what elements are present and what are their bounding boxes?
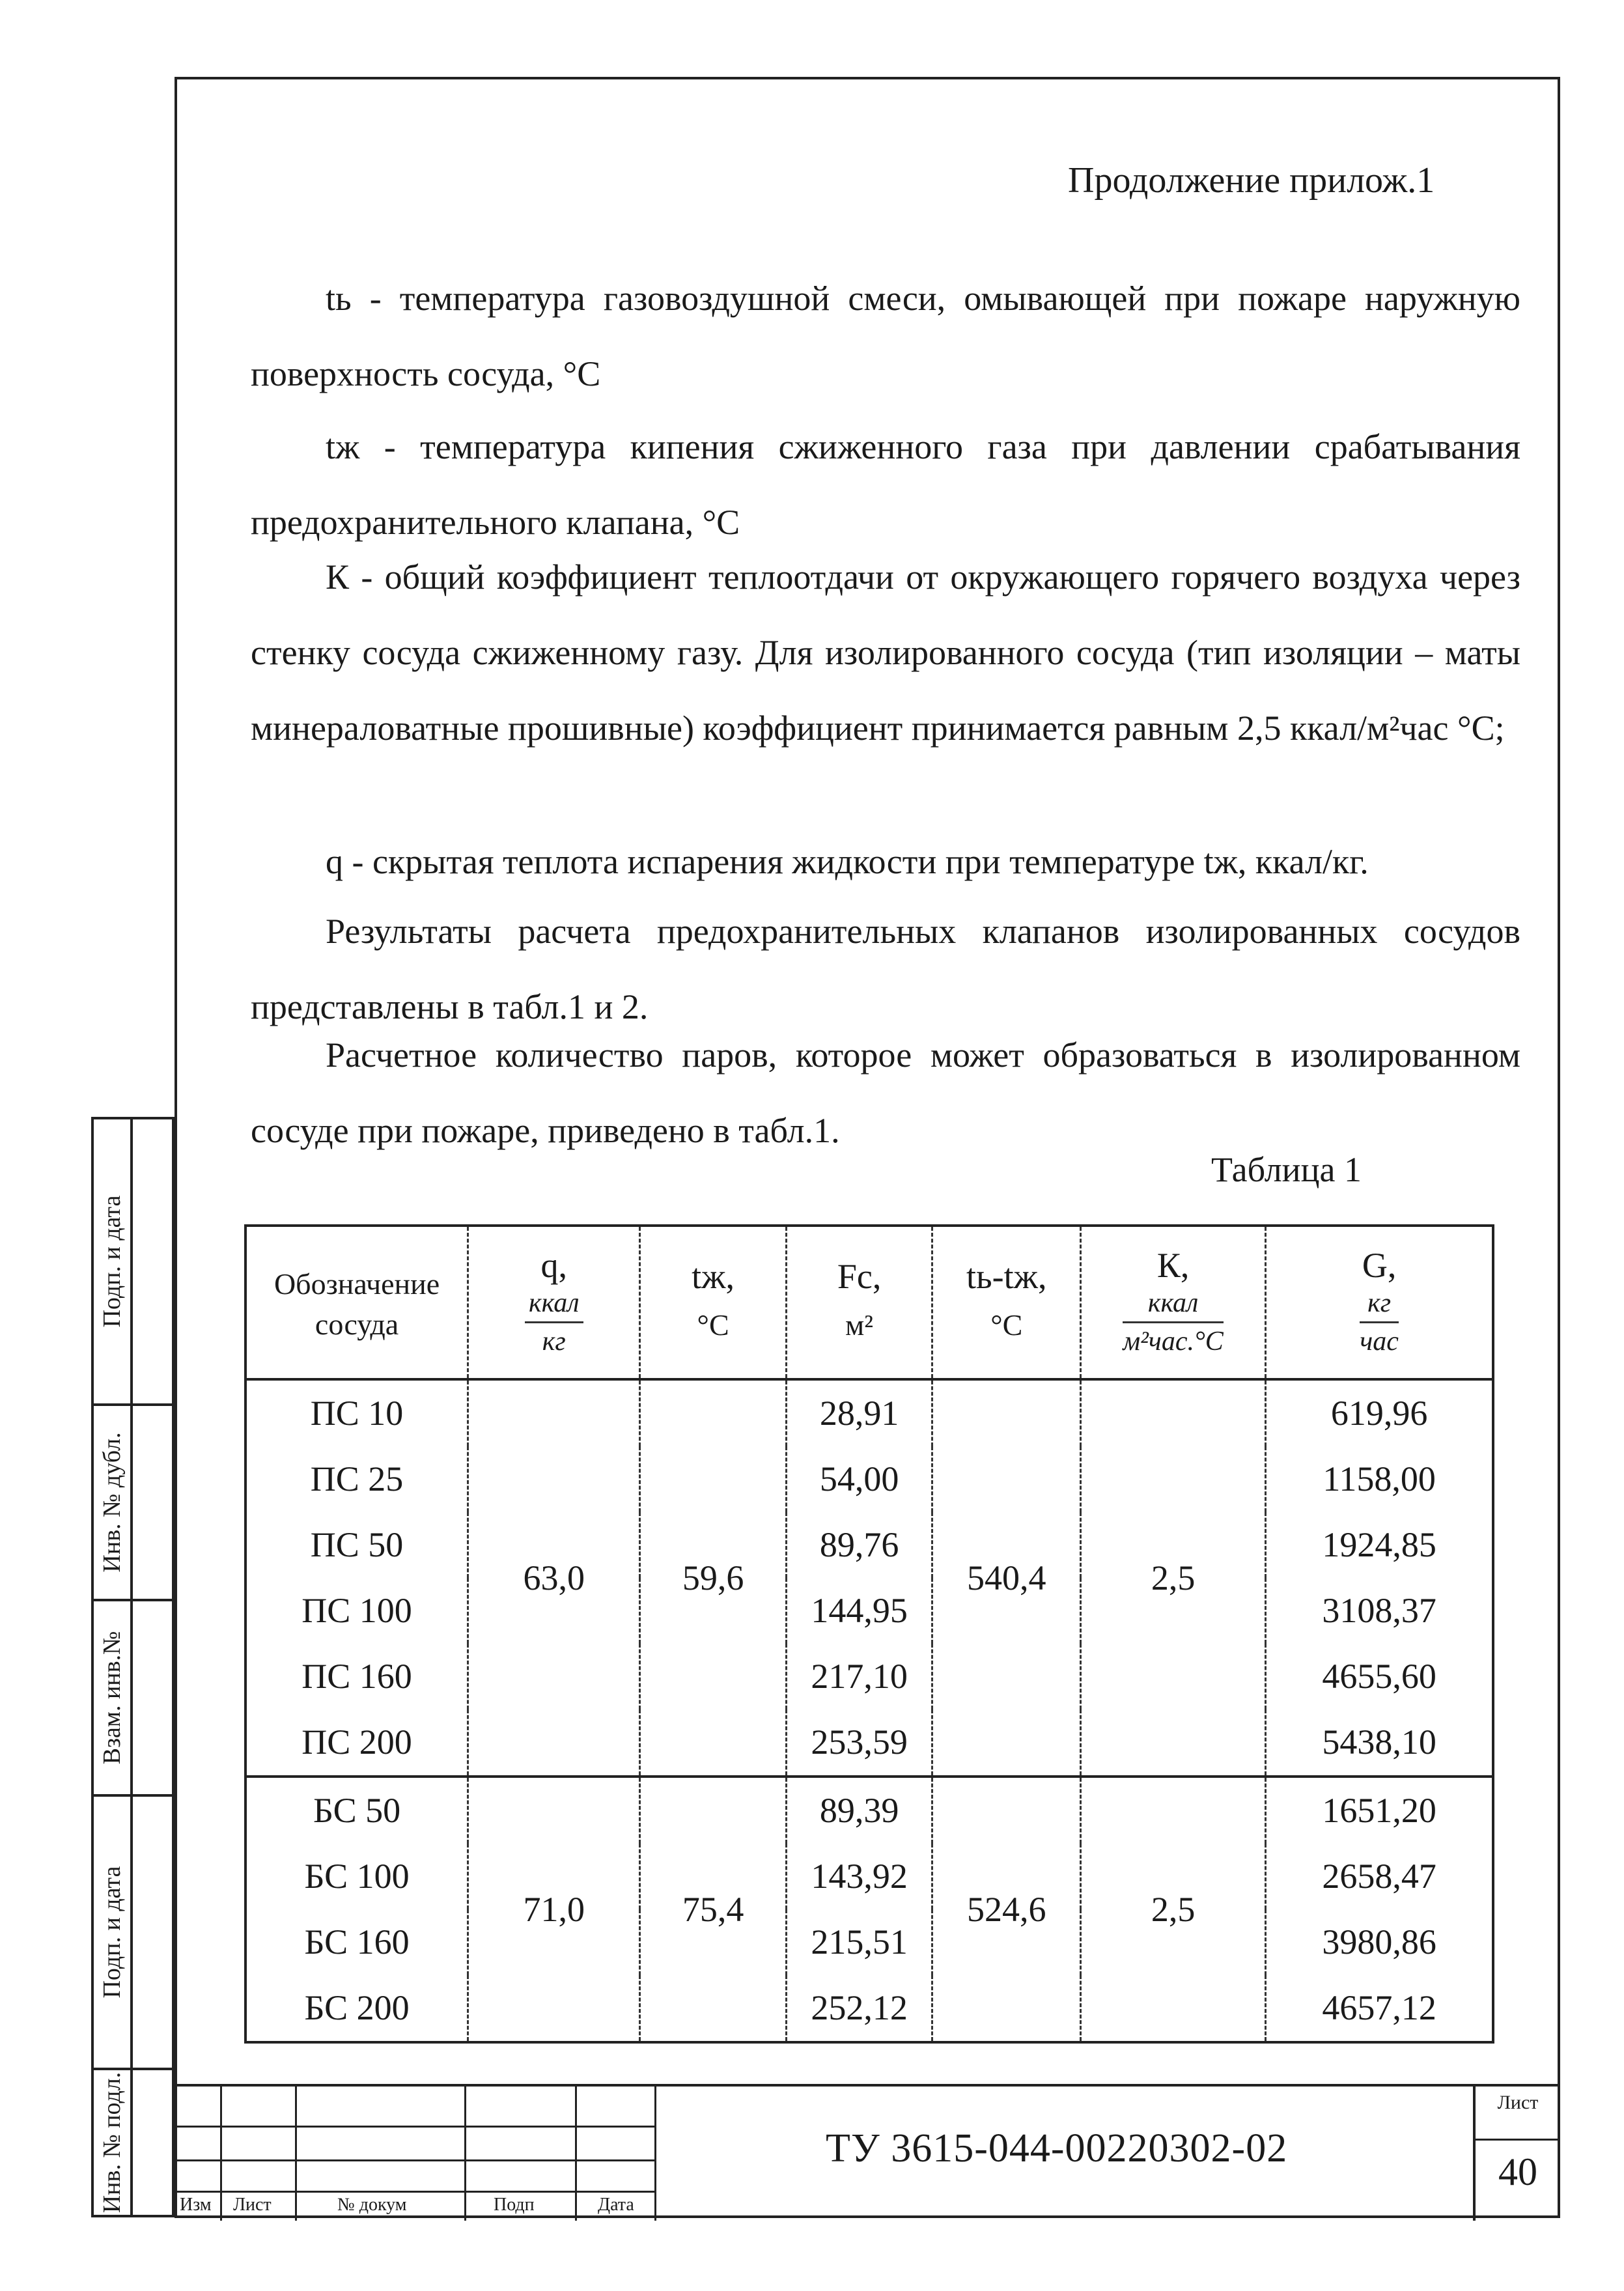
- cell-name: БС 50: [245, 1777, 468, 1844]
- side-stamp-cell: [94, 1601, 172, 1797]
- cell-fc: 217,10: [786, 1644, 932, 1709]
- header-k-unit-num: ккал: [1123, 1285, 1223, 1323]
- table-group-bs: [245, 1777, 1493, 2042]
- cell-g: 1651,20: [1266, 1777, 1493, 1844]
- table-row: [245, 1844, 1493, 1909]
- sheet-label: Лист: [1497, 2092, 1539, 2113]
- cell-q: 63,0: [468, 1379, 640, 1777]
- sheet-box: [1473, 2087, 1560, 2221]
- side-stamp-label-cell: [94, 2070, 133, 2215]
- table-row: [245, 1379, 1493, 1446]
- title-block-col-doc: № докум: [337, 2195, 407, 2215]
- cell-tbtzh: 540,4: [932, 1379, 1081, 1777]
- table-row: [245, 1709, 1493, 1777]
- header-fc-unit: м²: [845, 1308, 874, 1342]
- header-q-symbol: q,: [540, 1245, 567, 1285]
- cell-g: 5438,10: [1266, 1709, 1493, 1777]
- cell-name: БС 200: [304, 1988, 410, 2027]
- title-block-col-sign: Подп: [494, 2195, 535, 2215]
- grid-line: [220, 2087, 222, 2221]
- paragraph-calc: [251, 1017, 1520, 1168]
- grid-line: [654, 2087, 656, 2221]
- paragraph-k: [251, 539, 1520, 766]
- table-row: [245, 1777, 1493, 1844]
- table-row: [245, 1975, 1493, 2042]
- header-g-unit: [1360, 1285, 1399, 1360]
- cell-g: 619,96: [1266, 1379, 1493, 1446]
- title-block-col-izm: Изм: [180, 2195, 212, 2215]
- header-name: [245, 1226, 468, 1379]
- cell-g: 4655,60: [1266, 1644, 1493, 1709]
- header-q-unit-den: кг: [542, 1326, 566, 1356]
- table-header-row: [245, 1226, 1493, 1379]
- paragraph-tb: [251, 260, 1520, 412]
- cell-fc: 215,51: [786, 1909, 932, 1975]
- cell-name: ПС 50: [310, 1525, 404, 1564]
- side-stamp-label: Подп. и дата: [98, 1195, 126, 1328]
- continuation-header: Продолжение прилож.1: [1068, 160, 1435, 201]
- table-row: [245, 1909, 1493, 1975]
- header-q-unit-num: ккал: [525, 1285, 583, 1323]
- header-fc: [786, 1226, 932, 1379]
- cell-g: 3980,86: [1266, 1909, 1493, 1975]
- cell-fc: 54,00: [786, 1446, 932, 1512]
- cell-g: 1158,00: [1266, 1446, 1493, 1512]
- paragraph-k-text: К - общий коэффициент теплоотдачи от окружающего горячего воздуха через стенку сосуда сжиженному газу. Для изолированного сосуда (тип изоляции – маты минераловатные прошивные) коэффициент принимается равным 2,5 ккал/м²час °С;: [251, 557, 1520, 748]
- side-stamp-label-cell: [94, 1601, 133, 1794]
- header-tbtzh-symbol: tь-tж,: [966, 1257, 1047, 1296]
- title-block-grid: [175, 2087, 656, 2221]
- paragraph-calc-text: Расчетное количество паров, которое может образоваться в изолированном сосуде при пожаре, приведено в табл.1.: [251, 1035, 1520, 1150]
- header-q-unit: [525, 1285, 583, 1360]
- cell-name: БС 100: [304, 1857, 410, 1896]
- header-g-unit-num: кг: [1360, 1285, 1399, 1323]
- paragraph-q: [251, 824, 1520, 899]
- grid-line: [575, 2087, 577, 2221]
- header-k-unit-den: м²час.°С: [1123, 1326, 1224, 1356]
- title-block-col-date: Дата: [598, 2195, 634, 2215]
- grid-line: [175, 2126, 656, 2128]
- header-name-line2: сосуда: [315, 1308, 399, 1341]
- cell-fc: 143,92: [786, 1844, 932, 1909]
- cell-q: 71,0: [468, 1777, 640, 2042]
- paragraph-tzh: [251, 409, 1520, 560]
- header-tbtzh-unit: °С: [990, 1308, 1023, 1342]
- table-group-ps: [245, 1379, 1493, 1777]
- title-block-col-list: Лист: [233, 2195, 272, 2215]
- header-tzh-symbol: tж,: [692, 1257, 735, 1296]
- header-g-symbol: G,: [1362, 1245, 1397, 1285]
- cell-tzh: 75,4: [640, 1777, 786, 2042]
- header-q: [468, 1226, 640, 1379]
- cell-name: ПС 10: [310, 1394, 404, 1433]
- side-stamp-cell: [94, 1406, 172, 1601]
- cell-fc: 144,95: [786, 1578, 932, 1644]
- cell-fc: 89,76: [786, 1512, 932, 1578]
- side-stamp-cell: [94, 1797, 172, 2070]
- cell-g: 1924,85: [1266, 1512, 1493, 1578]
- side-stamp-label: Инв. № подл.: [98, 2072, 126, 2214]
- cell-fc: 253,59: [786, 1709, 932, 1777]
- table-row: [245, 1644, 1493, 1709]
- side-stamp-label: Взам. инв.№: [98, 1631, 126, 1765]
- header-k-symbol: К,: [1156, 1245, 1190, 1285]
- cell-tbtzh: 524,6: [932, 1777, 1081, 2042]
- cell-fc: 252,12: [786, 1975, 932, 2042]
- cell-name: ПС 200: [301, 1722, 412, 1762]
- cell-name: ПС 25: [310, 1459, 404, 1498]
- header-tzh-unit: °С: [697, 1308, 729, 1342]
- cell-g: 3108,37: [1266, 1578, 1493, 1644]
- side-stamp: [91, 1117, 175, 2217]
- paragraph-results-text: Результаты расчета предохранительных клапанов изолированных сосудов представлены в табл.1 и 2.: [251, 912, 1520, 1026]
- header-tbtzh: [932, 1226, 1081, 1379]
- side-stamp-cell: [94, 1119, 172, 1406]
- grid-line: [464, 2087, 466, 2221]
- cell-name: ПС 160: [301, 1657, 412, 1696]
- cell-fc: 89,39: [786, 1777, 932, 1844]
- cell-tzh: 59,6: [640, 1379, 786, 1777]
- paragraph-tb-text: tь - температура газовоздушной смеси, омывающей при пожаре наружную поверхность сосуда, °С: [251, 279, 1520, 393]
- side-stamp-label-cell: [94, 1119, 133, 1403]
- sheet-number: 40: [1476, 2139, 1560, 2195]
- side-stamp-label-cell: [94, 1797, 133, 2068]
- paragraph-tzh-text: tж - температура кипения сжиженного газа при давлении срабатывания предохранительного клапана, °С: [251, 427, 1520, 542]
- side-stamp-cell: [94, 2070, 172, 2215]
- header-g: [1266, 1226, 1493, 1379]
- cell-g: 2658,47: [1266, 1844, 1493, 1909]
- title-block: [175, 2084, 1560, 2221]
- cell-fc: 28,91: [786, 1379, 932, 1446]
- table-row: [245, 1512, 1493, 1578]
- document-code: ТУ 3615-044-00220302-02: [826, 2126, 1288, 2171]
- table-row: [245, 1578, 1493, 1644]
- header-k: [1081, 1226, 1266, 1379]
- header-name-line1: Обозначение: [273, 1267, 440, 1300]
- table-row: [245, 1446, 1493, 1512]
- cell-k: 2,5: [1081, 1379, 1266, 1777]
- cell-k: 2,5: [1081, 1777, 1266, 2042]
- header-g-unit-den: час: [1360, 1326, 1399, 1356]
- header-tzh: [640, 1226, 786, 1379]
- paragraph-q-text: q - скрытая теплота испарения жидкости при температуре tж, ккал/кг.: [326, 842, 1369, 881]
- header-k-unit: [1123, 1285, 1223, 1360]
- cell-name: БС 160: [304, 1922, 410, 1961]
- side-stamp-label: Инв. № дубл.: [98, 1432, 126, 1573]
- vessel-table: [244, 1224, 1494, 2044]
- cell-name: ПС 100: [301, 1591, 412, 1630]
- grid-line: [295, 2087, 297, 2221]
- side-stamp-label: Подп. и дата: [98, 1866, 126, 1999]
- cell-g: 4657,12: [1266, 1975, 1493, 2042]
- grid-line: [175, 2191, 656, 2193]
- grid-line: [175, 2159, 656, 2161]
- table-caption: Таблица 1: [1211, 1150, 1362, 1189]
- side-stamp-label-cell: [94, 1406, 133, 1599]
- header-fc-symbol: Fс,: [837, 1257, 882, 1296]
